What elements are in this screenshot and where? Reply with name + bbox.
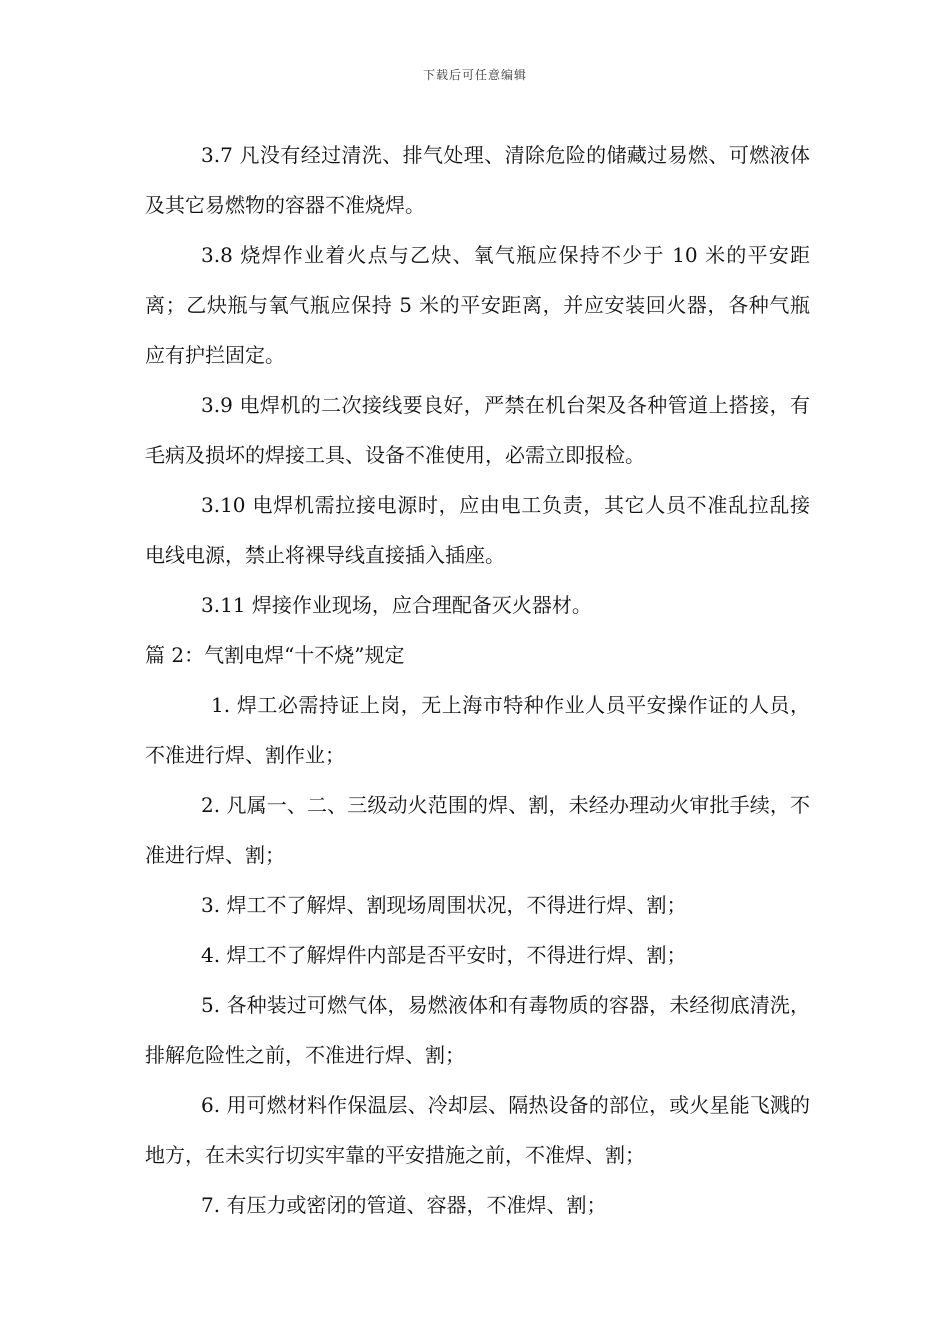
rule-item-7: 7. 有压力或密闭的管道、容器，不准焊、割； [201,1193,607,1217]
rule-item-5: 5. 各种装过可燃气体，易燃液体和有毒物质的容器，未经彻底清洗，排解危险性之前，不准进行焊、割； [145,993,810,1067]
paragraph-3-11: 3.11 焊接作业现场，应合理配备灭火器材。 [201,593,592,617]
rule-item-6: 6. 用可燃材料作保温层、冷却层、隔热设备的部位，或火星能飞溅的地方，在未实行切实牢靠的平安措施之前，不准焊、割； [145,1093,810,1167]
rule-item-3: 3. 焊工不了解焊、割现场周围状况，不得进行焊、割； [201,893,687,917]
document-body [145,130,810,1230]
paragraph-3-7: 3.7 凡没有经过清洗、排气处理、清除危险的储藏过易燃、可燃液体及其它易燃物的容器不准烧焊。 [145,143,810,217]
rule-item-4: 4. 焊工不了解焊件内部是否平安时，不得进行焊、割； [201,943,687,967]
rule-item-1: 1. 焊工必需持证上岗，无上海市特种作业人员平安操作证的人员，不准进行焊、割作业； [145,693,810,767]
rule-item-2: 2. 凡属一、二、三级动火范围的焊、割，未经办理动火审批手续，不准进行焊、割； [145,793,810,867]
paragraph-3-9: 3.9 电焊机的二次接线要良好，严禁在机台架及各种管道上搭接，有毛病及损坏的焊接工具、设备不准使用，必需立即报检。 [145,393,810,467]
paragraph-3-10: 3.10 电焊机需拉接电源时，应由电工负责，其它人员不准乱拉乱接电线电源，禁止将裸导线直接插入插座。 [145,493,810,567]
page-header: 下载后可任意编辑 [422,68,527,82]
paragraph-3-8: 3.8 烧焊作业着火点与乙炔、氧气瓶应保持不少于 10 米的平安距离；乙炔瓶与氧气瓶应保持 5 米的平安距离，并应安装回火器，各种气瓶应有护拦固定。 [145,243,810,367]
section-heading: 篇 2：气割电焊“十不烧”规定 [145,643,405,667]
